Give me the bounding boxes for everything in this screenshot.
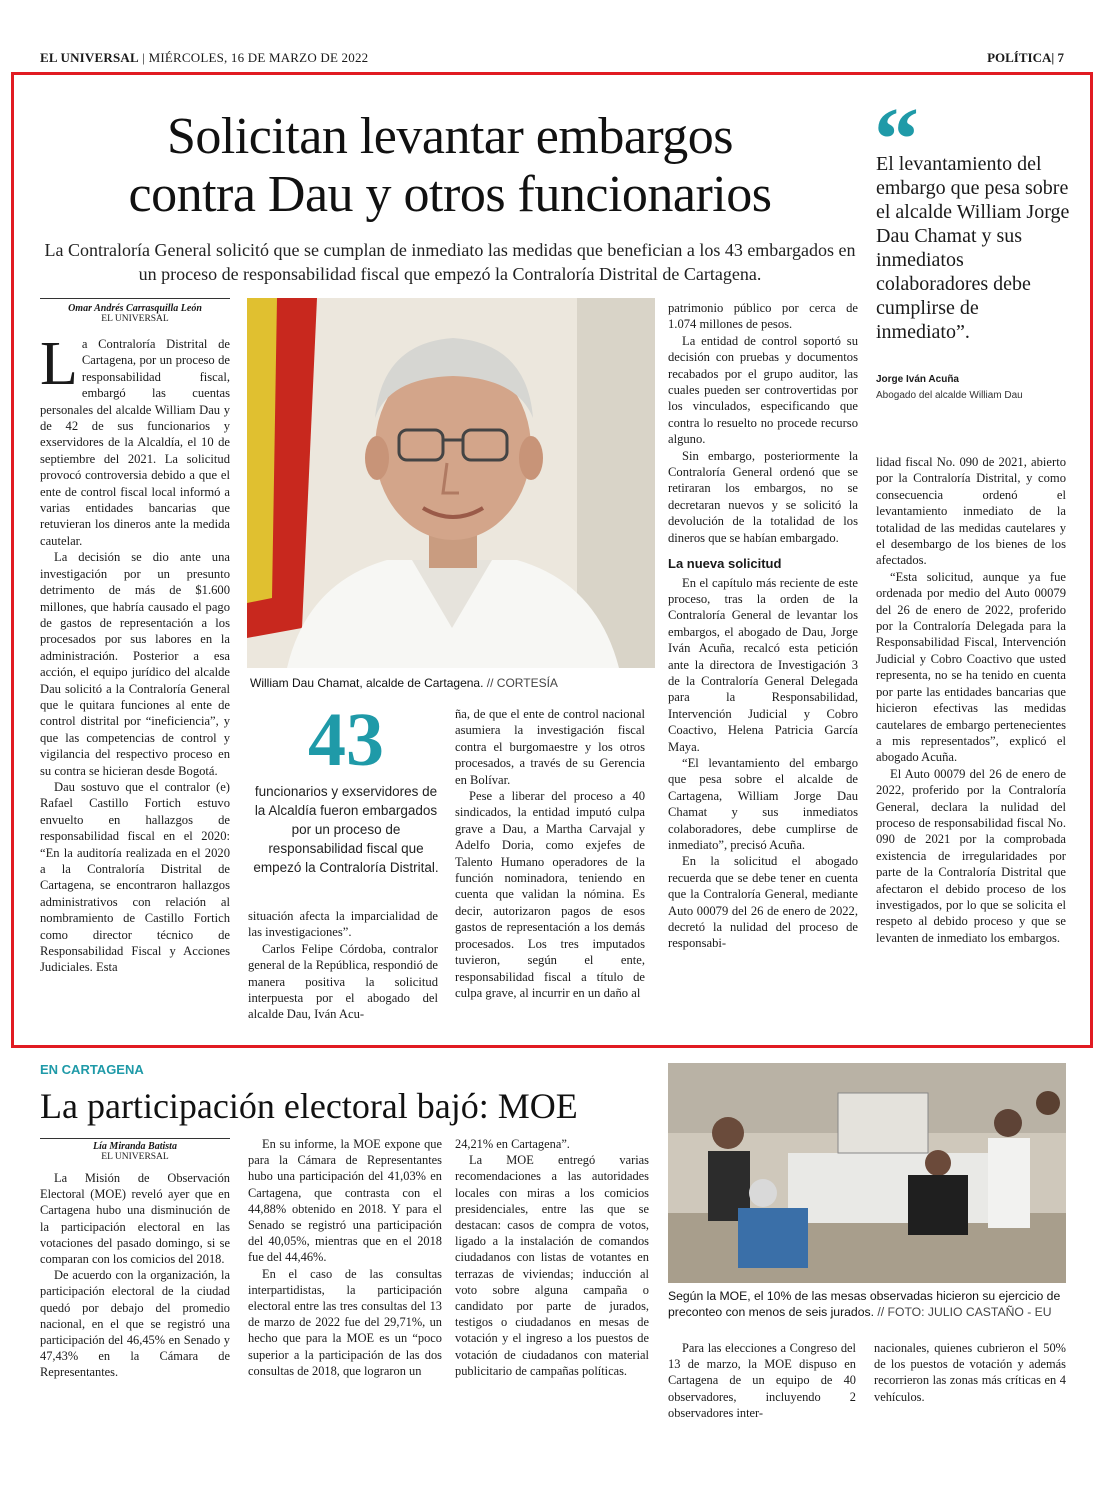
paragraph: lidad fiscal No. 090 de 2021, abierto por la Contraloría Distrital, y como consecuencia ordenó el levantamiento inmediato de la totalidad de las medidas cautelares y el desembargo de los bienes de los afectados.	[876, 455, 1066, 568]
paragraph: En el capítulo más reciente de este proceso, tras la orden de la Contraloría General de levantar los embargos, el abogado de Dau, Jorge Iván Acuña, recalcó esta petición ante la directora de Investigación 3 de la Contraloría General Delegada para la Responsabilidad, Intervención Judicial y Cobro Coactivo, Helena Patricia García Maya.	[668, 575, 858, 754]
photo-caption-2	[668, 1288, 1068, 1320]
article-column-1b	[40, 1170, 230, 1381]
paragraph: “Esta solicitud, aunque ya fue ordenada por medio del Auto 00079 del 26 de enero de 2022, proferido por la Contraloría Delegada para la Responsabilidad Fiscal, Intervención Judicial y Cobro Coactivo que usted representa, no se ha tenido en cuenta por parte las entidades bancarias que hicieron efectivas las medidas cautelares de embargo pertenecientes a mis representados”, explicó el abogado Acuña.	[876, 569, 1066, 765]
stat-description: funcionarios y exservidores de la Alcaldía fueron embargados por un proceso de responsabilidad fiscal que empezó la Contraloría Distrital.	[253, 784, 439, 875]
article-column-5	[876, 454, 1066, 946]
paragraph: De acuerdo con la organización, la participación electoral de la ciudad quedó por debajo del promedio nacional, en el que se registró una participación del 46,45% en Senado y 47,43% en la Cámara de Representantes.	[40, 1268, 230, 1380]
election-photo	[668, 1063, 1066, 1283]
paragraph: ña, de que el ente de control nacional asumiera la investigación fiscal contra el burgomaestre y los otros procesados, a través de su Gerencia en Bolívar.	[455, 707, 645, 787]
headline-line-2: contra Dau y otros funcionarios	[128, 166, 772, 223]
paragraph: Sin embargo, posteriormente la Contraloría General ordenó que se retiraran los embargos, no se decretaran nuevos y se solicitó la devolución de la totalidad de los dineros que se habían embargado.	[668, 448, 858, 545]
paragraph: Para las elecciones a Congreso del 13 de marzo, la MOE dispuso en Cartagena de un equipo de 40 observadores, incluyendo 2 observadores inter-	[668, 1341, 856, 1420]
byline-2	[40, 1141, 230, 1162]
caption-credit: // CORTESÍA	[486, 676, 558, 690]
mayor-photo	[247, 298, 655, 668]
article-column-3	[455, 706, 645, 1001]
paragraph: nacionales, quienes cubrieron el 50% de los puestos de votación y además recorrieron las zonas más críticas en 4 vehículos.	[874, 1341, 1066, 1404]
caption-credit: // FOTO: JULIO CASTAÑO - EU	[877, 1305, 1052, 1319]
secondary-headline: La participación electoral bajó: MOE	[40, 1086, 578, 1126]
article-column-5b	[874, 1340, 1066, 1405]
paragraph: La decisión se dio ante una investigación por un presunto detrimento de más de $1.600 millones, que habría causado el pago de gastos de representación a los procesados por sus labores en la administración. Posterior a esa acción, el equipo jurídico del alcalde Dau solicitó a la Contraloría General que le quitara funciones al ente de control distrital por “ineficiencia”, y que las competencias de control y vigilancia del respectivo proceso en su contra se hicieran desde Bogotá.	[40, 550, 230, 778]
caption-text: William Dau Chamat, alcalde de Cartagena.	[250, 676, 484, 690]
main-headline	[40, 108, 860, 224]
stat-number: 43	[308, 698, 384, 782]
article-column-1	[40, 330, 230, 976]
byline	[40, 303, 230, 324]
paragraph: En la solicitud el abogado recuerda que se debe tener en cuenta que la Contraloría General, mediante Auto 00079 del 26 de enero de 2022, decretó la nulidad del proceso de responsabi-	[668, 854, 858, 951]
byline-paper: EL UNIVERSAL	[101, 1152, 169, 1162]
paragraph: Pese a liberar del proceso a 40 sindicados, la entidad imputó culpa grave a Dau, a Martha Carvajal y Adelfo Doria, como exjefes de Talento Humano operadores de la función nominadora, teniendo en cuenta que validan la nómina. Es decir, autorizaron pagos de esos gastos de representación a los demás procesados. Los tres imputados tuvieron, según el ente, responsabilidad fiscal a título de culpa grave, al incurrir en un daño al	[455, 789, 645, 1000]
paragraph: El Auto 00079 del 26 de enero de 2022, proferido por la Contraloría General, declara la nulidad del proceso de responsabilidad fiscal No. 090 de 2021 por la comprobada existencia de irregularidades por parte de la Contraloría Distrital que afectaron el debido proceso de los investigados, por lo que se solicita el respeto al debido proceso y que se levanten de inmediato los embargos.	[876, 766, 1066, 945]
headline-line-1: Solicitan levantar embargos	[166, 108, 734, 165]
paragraph: La Misión de Observación Electoral (MOE) reveló ayer que en Cartagena hubo una disminución de la participación electoral en las votaciones del pasado domingo, si se comparan con los comicios del 2018.	[40, 1171, 230, 1267]
caption-text: Según la MOE, el 10% de las mesas observadas hicieron su ejercicio de preconteo con menos de seis jurados.	[668, 1289, 1061, 1319]
section-subhead: La nueva solicitud	[668, 556, 782, 572]
portrait-illustration	[247, 298, 655, 668]
article-column-4b	[668, 1340, 856, 1421]
paragraph: patrimonio público por cerca de 1.074 millones de pesos.	[668, 301, 858, 332]
paragraph: situación afecta la imparcialidad de las investigaciones”.	[248, 909, 438, 940]
quote-role: Abogado del alcalde William Dau	[876, 390, 1023, 401]
section-label: POLÍTICA| 7	[987, 50, 1064, 65]
byline-paper: EL UNIVERSAL	[101, 314, 169, 324]
paragraph: La entidad de control soportó su decisión con pruebas y documentos recabados por el grupo auditor, las cuales pueden ser controvertidas por los vinculados, especificando que contra lo resuelto no procede recurso alguno.	[668, 333, 858, 447]
paragraph: La MOE entregó varias recomendaciones a las autoridades locales con miras a los comicios presidenciales, entre las que se destacan: casos de compra de votos, ligado a la instalación de comandos ciudadanos con listas de votantes en terrazas de viviendas; inducción al voto sobre alguna campaña o candidato por parte de jurados, testigos o ciudadanos en mesas de votación y el ingreso a los puestos de votación de ciudadanos con material publicitario de campañas políticas.	[455, 1153, 649, 1378]
subheadline: La Contraloría General solicitó que se cumplan de inmediato las medidas que benefician a los 43 embargados en un proceso de responsabilidad fiscal que empezó la Contraloría Distrital de Cartagena.	[44, 240, 856, 284]
paragraph: 24,21% en Cartagena”.	[455, 1137, 570, 1151]
paper-name: EL UNIVERSAL	[40, 50, 139, 65]
byline-author: Omar Andrés Carrasquilla León	[68, 303, 202, 314]
byline-author: Lía Miranda Batista	[93, 1141, 177, 1152]
masthead: EL UNIVERSAL | MIÉRCOLES, 16 DE MARZO DE 2022	[40, 50, 369, 65]
photo-caption	[250, 676, 660, 690]
article-column-4	[668, 300, 858, 952]
article-column-2	[248, 908, 438, 1023]
article-column-3b	[455, 1136, 649, 1379]
drop-cap: L	[40, 330, 78, 398]
polling-station-illustration	[668, 1063, 1066, 1283]
quote-mark-icon: “	[874, 90, 919, 189]
story-kicker: EN CARTAGENA	[40, 1062, 144, 1077]
quote-author: Jorge Iván Acuña	[876, 374, 959, 385]
paragraph: En su informe, la MOE expone que para la Cámara de Representantes hubo una participación del 41,03% en Cartagena, que contrasta con el 44,88% obtenido en 2018. Y para el Senado se registró una participación del 40,05%, mientras que en el 2018 fue del 44,46%.	[248, 1137, 442, 1265]
pull-quote: El levantamiento del embargo que pesa sobre el alcalde William Jorge Dau Chamat y sus inmediatos colaboradores debe cumplirse de inmediato”.	[876, 153, 1070, 343]
paragraph: “El levantamiento del embargo que pesa sobre el alcalde de Cartagena, William Jorge Dau Chamat y sus inmediatos colaboradores, debe cumplirse de inmediato”, precisó Acuña.	[668, 755, 858, 852]
byline-rule	[40, 298, 230, 299]
paragraph: a Contraloría Distrital de Cartagena, por un proceso de responsabilidad fiscal, embargó las cuentas personales del alcalde William Dau y de 42 de sus funcionarios y exservidores de la Alcaldía, el 10 de septiembre del 2021. La solicitud provocó controversia debido a que el ente de control fiscal local informó a varias entidades bancarias que retuvieran los dineros ante la medida cautelar.	[40, 337, 230, 548]
section-name: POLÍTICA	[987, 50, 1052, 65]
page-number: 7	[1057, 50, 1064, 65]
issue-date: MIÉRCOLES, 16 DE MARZO DE 2022	[148, 50, 369, 65]
byline-rule	[40, 1138, 230, 1139]
article-column-2b	[248, 1136, 442, 1379]
paragraph: Dau sostuvo que el contralor (e) Rafael Castillo Fortich estuvo envuelto en hallazgos de responsabilidad fiscal en el 2020: “En la auditoría realizada en el 2020 a la Contraloría Distrital de Cartagena, se encontraron hallazgos administrativos con relación al nombramiento de Castillo Fortich como director técnico de Responsabilidad Fiscal y Acciones Judiciales. Esta	[40, 779, 230, 975]
paragraph: Carlos Felipe Córdoba, contralor general de la República, respondió de manera positiva la solicitud interpuesta por el abogado del alcalde Dau, Iván Acu-	[248, 941, 438, 1022]
paragraph: En el caso de las consultas interpartidistas, la participación electoral entre las tres consultas del 13 de marzo de 2022 fue del 29,71%, un hecho que para la MOE es un “poco superior a la participación de las dos consultas de 2018, que lograron un	[248, 1266, 442, 1378]
